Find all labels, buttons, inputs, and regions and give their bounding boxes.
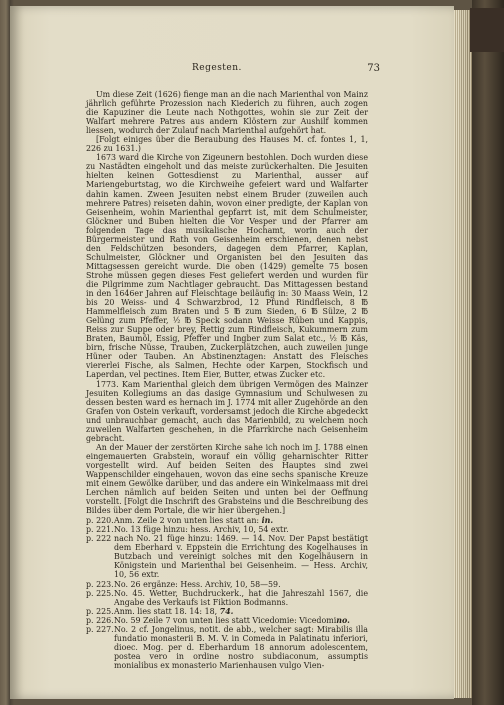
- note-text: No. 45. Wetter, Buchdruckerk., hat die Jahreszahl 1567, die Angabe des Verkaufs ist Fiktion Bodmanns.: [114, 588, 368, 607]
- paragraph: 1773. Kam Marienthal gleich dem übrigen Vermögen des Mainzer Jesuiten Kollegiums an das dasige Gymnasium und Schulwesen zu dessen besten ward es hernach im J. 1774 mit aller Zugehörde an den Grafen von Ostein verkauft, vordersamst jedoch die Kirche abgedeckt und unbrauchbar gemacht, auch das Marienbild, zu welchem noch zuweilen Walfarten geschehen, in die Pfarrkirche nach Geisenheim gebracht.: [86, 379, 368, 443]
- body-text: [86, 90, 368, 670]
- note-text: No. 59 Zeile 7 von unten lies statt Vicedomie: Vicedomi: [114, 615, 337, 625]
- note-text: No. 13 füge hinzu: hess. Archiv, 10, 54 extr.: [114, 525, 289, 535]
- note-emphasis: no.: [336, 615, 350, 625]
- correction-note: [86, 516, 368, 525]
- note-text: nach No. 21 füge hinzu: 1469. — 14. Nov. Der Papst bestätigt dem Eberhard v. Eppstein die Errichtung des Kogelhauses in Butzbach und vereinigt solches mit den Kogelhäusern in Königstein und Marienthal bei Geisenheim. — Hess. Archiv, 10, 56 extr.: [114, 534, 368, 580]
- correction-note: [86, 534, 368, 579]
- running-head: Regesten.: [192, 63, 242, 73]
- note-ref: p. 222: [86, 534, 112, 544]
- correction-note: [86, 525, 368, 534]
- paragraph: 1673 ward die Kirche von Zigeunern bestohlen. Doch wurden diese zu Nastädten eingeholt und das meiste zurückerhalten. Die Jesuiten hielten keinen Gottesdienst zu Marienthal, ausser auf Mariengeburtstag, wo die Kirchweihe gefeiert ward und Walfarter dahin kamen. Zween Jesuiten nebst einem Bruder (zuweilen auch mehrere Patres) reiseten dahin, wovon einer predigte, der Kaplan von Geisenheim, wohin Marienthal gepfarrt ist, mit dem Schulmeister, Glöckner und Buben hielten die Vor Vesper und der Pfarrer am folgenden Tage das musikalische Hochamt, worin auch der Bürgermeister und Rath von Geisenheim erschienen, denen nebst den Feldschützen besonders, dagegen dem Pfarrer, Kaplan, Schulmeister, Glöckner und Organisten bei den Jesuiten das Mittagsessen gereicht wurde. Die oben (1429) gemelte 75 bosen Strohe müssen gegen dieses Fest geliefert werden und wurden für die Pilgrimme zum Nachtlager gebraucht. Das Mittagessen bestand in den 1646er Jahren auf Fleischtage beiläufig in: 30 Maass Wein, 12 bis 20 Weiss- und 4 Schwarzbrod, 12 Pfund Rindfleisch, 8 ℔ Hammelfleisch zum Braten und 5 ℔ zum Sieden, 6 ℔ Sülze, 2 ℔ Gelüng zum Pfeffer, ½ ℔ Speck sodann Weisse Rüben und Kappis, Reiss zur Suppe oder brey, Rettig zum Rindfleisch, Kukummern zum Braten, Baumöl, Essig, Pfeffer und Ingber zum Salat etc., ½ ℔ Käs, birn, frische Nüsse, Trauben, Zuckerplätzchen, auch zuweilen junge Hüner oder Tauben. An Abstinenztagen: Anstatt des Fleisches viererlei Fische, als Salmen, Hechte oder Karpen, Stockfisch und Laperdan, vel pectines. Item Eier, Butter, etwas Zucker etc.: [86, 153, 368, 380]
- note-text: Anm. Zeile 2 von unten lies statt an:: [114, 516, 262, 526]
- paragraph: Um diese Zeit (1626) fienge man an die nach Marienthal von Mainz jährlich geführte Prozession nach Kiederich zu führen, auch zogen die Kapuziner die Leute nach Nothgottes, wohin sie zur Zeit der Walfart mehrere Patres aus andern Klöstern zur Aushilf kommen liessen, wodurch der Zulauf nach Marienthal aufgehört hat.: [86, 90, 368, 136]
- correction-note: [86, 580, 368, 589]
- note-ref: p. 227.: [86, 624, 114, 634]
- corrections-list: [86, 516, 368, 670]
- note-emphasis: in.: [261, 516, 274, 526]
- note-emphasis: 74.: [219, 606, 234, 616]
- book-cover-edge: [472, 0, 504, 705]
- correction-note: [86, 607, 368, 616]
- correction-note: [86, 589, 368, 607]
- note-ref: p. 221.: [86, 525, 114, 535]
- note-ref: p. 226.: [86, 615, 114, 625]
- note-ref: p. 225.: [86, 606, 114, 616]
- cover-corner: [470, 8, 504, 52]
- correction-note: [86, 625, 368, 670]
- note-ref: p. 225.: [86, 588, 114, 598]
- page-number: 73: [367, 63, 380, 74]
- note-ref: p. 223.: [86, 579, 114, 589]
- paragraph: [Folgt einiges über die Beraubung des Hauses M. cf. fontes 1, 1, 226 zu 1631.): [86, 135, 368, 154]
- correction-note: [86, 616, 368, 625]
- paragraph: An der Mauer der zerstörten Kirche sahe ich noch im J. 1788 einen eingemauerten Grabstein, worauf ein völlig geharnischter Ritter vorgestellt wird. Auf beiden Seiten des Hauptes sind zwei Wappenschilder eingehauen, wovon das eine sechs spanische Kreuze mit einem Gewölke darüber, und das andere ein Winkelmaass mit drei Lerchen nämlich auf beiden Seiten und unten bei der Oeffnung vorstellt. [Folgt die Inschrift des Grabsteins und die Beschreibung des Bildes über dem Portale, die wir hier übergehen.]: [86, 442, 368, 516]
- note-text: No. 26 ergänze: Hess. Archiv, 10, 58—59.: [114, 579, 281, 589]
- page-header: [60, 63, 380, 79]
- note-ref: p. 220.: [86, 516, 114, 526]
- note-text: Anm. lies statt 18. 14: 18,: [114, 606, 220, 616]
- note-text: No. 2 cf. Jongelinus, notit. de abb., welcher sagt: Mirabilis illa fundatio monasterii B. M. V. in Comeda in Palatinatu inferiori, dioec. Mog. per d. Eberhardum 18 annorum adolescentem, postea vero in ordine nostro subdiaconum, assumptis monialibus ex monasterio Marienhausen vulgo Vien-: [114, 624, 368, 670]
